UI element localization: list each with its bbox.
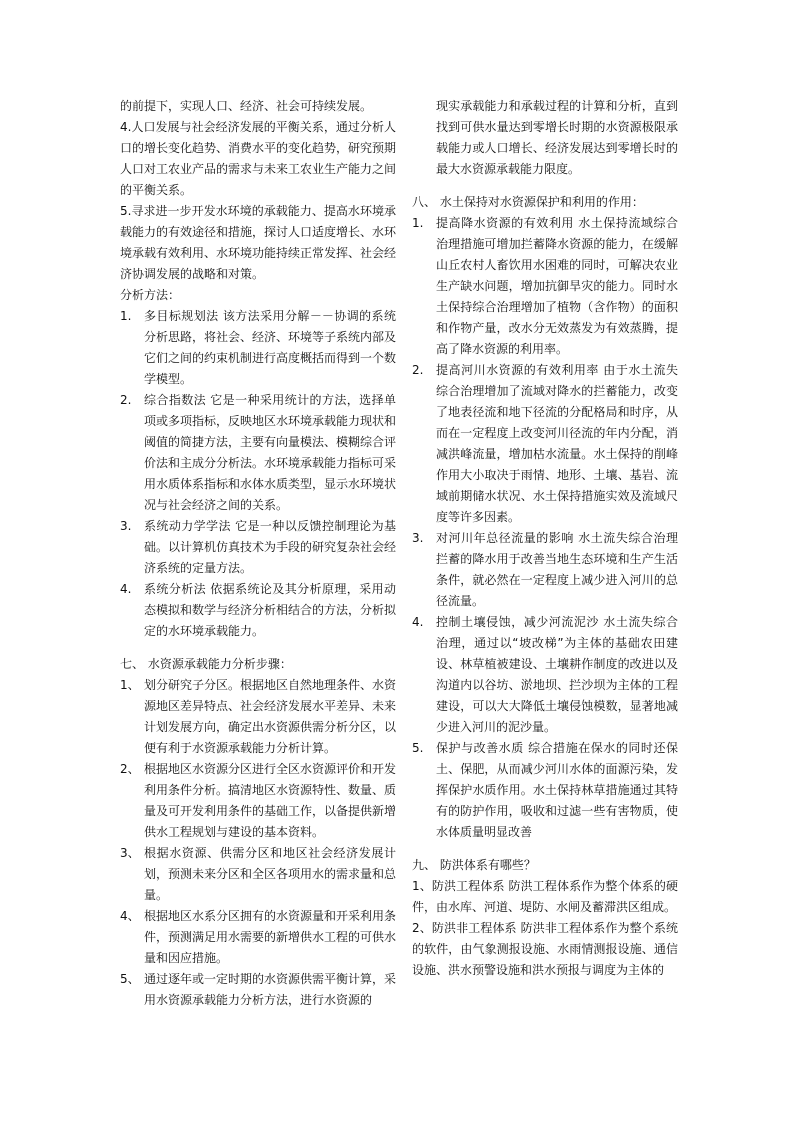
spacer <box>412 843 678 855</box>
step-item <box>120 969 396 1011</box>
step-text: 划分研究子分区。根据地区自然地理条件、水资源地区差异特点、社会经济发展水平差异、未来计划发展方向，确定出水资源供需分析分区，以便有利于水资源承载能力分析计算。 <box>144 678 397 755</box>
left-column <box>120 96 396 1011</box>
effect-text: 提高降水资源的有效利用 水土保持流域综合治理措施可增加拦蓄降水资源的能力，在缓解山丘农村人畜饮用水困难的同时，可解决农业生产缺水问题，增加抗御旱灾的能力。同时水土保持综合治理增加了植物（含作物）的面积和作物产量，改水分无效蒸发为有效蒸腾，提高了降水资源的利用率。 <box>436 216 678 356</box>
method-text: 综合指数法 它是一种采用统计的方法，选择单项或多项指标，反映地区水环境承载能力现状和阈值的简捷方法，主要有向量模法、模糊综合评价法和主成分分析法。水环境承载能力指标可采用水质体系指标和水体水质类型，显示水环境状况与社会经济之间的关系。 <box>144 393 397 512</box>
step-number: 1、 <box>120 678 140 692</box>
effect-item <box>412 612 678 738</box>
effect-number: 1. <box>412 216 424 230</box>
method-number: 3. <box>120 519 132 533</box>
method-number: 1. <box>120 309 132 323</box>
intro-paragraph-5: 5.寻求进一步开发水环境的承载能力、提高水环境承载能力的有效途径和措施，探讨人口适度增长、水环境承载有效利用、水环境功能持续正常发挥、社会经济协调发展的战略和对策。 <box>120 204 397 281</box>
right-column <box>412 96 678 981</box>
flood-non-engineering-paragraph: 2、防洪非工程体系 防洪非工程体系作为整个系统的软件，由气象测报设施、水雨情测报设施、通信设施、洪水预警设施和洪水预报与调度为主体的 <box>412 921 678 977</box>
method-text: 多目标规划法 该方法采用分解－－协调的系统分析思路，将社会、经济、环境等子系统内部及它们之间的约束机制进行高度概括而得到一个数学模型。 <box>144 309 397 386</box>
method-number: 2. <box>120 393 132 407</box>
effect-text: 保护与改善水质 综合措施在保水的同时还保土、保肥，从而减少河川水体的面源污染，发挥保护水质作用。水土保持林草措施通过其特有的防护作用，吸收和过滤一些有害物质，使水体质量明显改善 <box>436 741 678 839</box>
method-item <box>120 516 396 579</box>
effect-number: 3. <box>412 531 424 545</box>
method-item <box>120 579 396 642</box>
section-9-heading: 九、 防洪体系有哪些？ <box>412 858 536 872</box>
continuation-paragraph <box>412 96 678 180</box>
method-text: 系统动力学学法 它是一种以反馈控制理论为基础。以计算机仿真技术为手段的研究复杂社会经济系统的定量方法。 <box>144 519 397 575</box>
step-text: 根据水资源、供需分区和地区社会经济发展计划，预测未来分区和全区各项用水的需求量和总量。 <box>144 846 397 902</box>
step-item <box>120 675 396 759</box>
effect-text: 对河川年总径流量的影响 水土流失综合治理拦蓄的降水用于改善当地生态环境和生产生活条件，就必然在一定程度上减少进入河川的总径流量。 <box>436 531 678 608</box>
flood-engineering-paragraph: 1、防洪工程体系 防洪工程体系作为整个体系的硬件，由水库、河道、堤防、水闸及蓄滞洪区组成。 <box>412 879 678 914</box>
effect-item <box>412 528 678 612</box>
step-item <box>120 759 396 843</box>
effect-number: 2. <box>412 363 424 377</box>
effect-text: 提高河川水资源的有效利用率 由于水土流失综合治理增加了流域对降水的拦蓄能力，改变了地表径流和地下径流的分配格局和时序，从而在一定程度上改变河川径流的年内分配，消减洪峰流量，增加枯水流量。水土保持的削峰作用大小取决于雨情、地形、土壤、基岩、流域前期储水状况、水土保持措施实效及流域尺度等许多因素。 <box>436 363 678 524</box>
method-item <box>120 306 396 390</box>
spacer <box>412 180 678 192</box>
continuation-text: 现实承载能力和承载过程的计算和分析，直到找到可供水量达到零增长时期的水资源极限承载能力或人口增长、经济发展达到零增长时的最大水资源承载能力限度。 <box>436 99 678 176</box>
effect-item <box>412 738 678 843</box>
method-number: 4. <box>120 582 132 596</box>
method-item <box>120 390 396 516</box>
effect-number: 4. <box>412 615 424 629</box>
method-text: 系统分析法 依据系统论及其分析原理，采用动态模拟和数学与经济分析相结合的方法，分析拟定的水环境承载能力。 <box>144 582 397 638</box>
section-7-heading: 七、 水资源承载能力分析步骤： <box>120 657 292 671</box>
intro-paragraph-4: 4.人口发展与社会经济发展的平衡关系，通过分析人口的增长变化趋势、消费水平的变化趋势，研究预期人口对工农业产品的需求与未来工农业生产能力之间的平衡关系。 <box>120 120 397 197</box>
step-number: 3、 <box>120 846 140 860</box>
effect-number: 5. <box>412 741 424 755</box>
step-number: 4、 <box>120 909 140 923</box>
effect-text: 控制土壤侵蚀，减少河流泥沙 水土流失综合治理，通过以“坡改梯”为主体的基础农田建设、林草植被建设、土壤耕作制度的改进以及沟道内以谷坊、淤地坝、拦沙坝为主体的工程建设，可以大大降低土壤侵蚀模数，显著地减少进入河川的泥沙量。 <box>436 615 678 734</box>
effect-item <box>412 213 678 360</box>
step-item <box>120 906 396 969</box>
step-text: 根据地区水资源分区进行全区水资源评价和开发利用条件分析。搞清地区水资源特性、数量、质量及可开发利用条件的基础工作，以备提供新增供水工程规划与建设的基本资料。 <box>144 762 397 839</box>
spacer <box>120 642 396 654</box>
effect-item <box>412 360 678 528</box>
methods-heading: 分析方法： <box>120 288 181 302</box>
indent <box>412 96 436 180</box>
intro-paragraph-1: 的前提下，实现人口、经济、社会可持续发展。 <box>120 99 373 113</box>
step-text: 根据地区水系分区拥有的水资源量和开采利用条件，预测满足用水需要的新增供水工程的可供水量和因应措施。 <box>144 909 397 965</box>
section-8-heading: 八、 水土保持对水资源保护和利用的作用： <box>412 195 644 209</box>
step-item <box>120 843 396 906</box>
step-number: 5、 <box>120 972 140 986</box>
step-text: 通过逐年或一定时期的水资源供需平衡计算，采用水资源承载能力分析方法，进行水资源的 <box>144 972 397 1007</box>
step-number: 2、 <box>120 762 140 776</box>
